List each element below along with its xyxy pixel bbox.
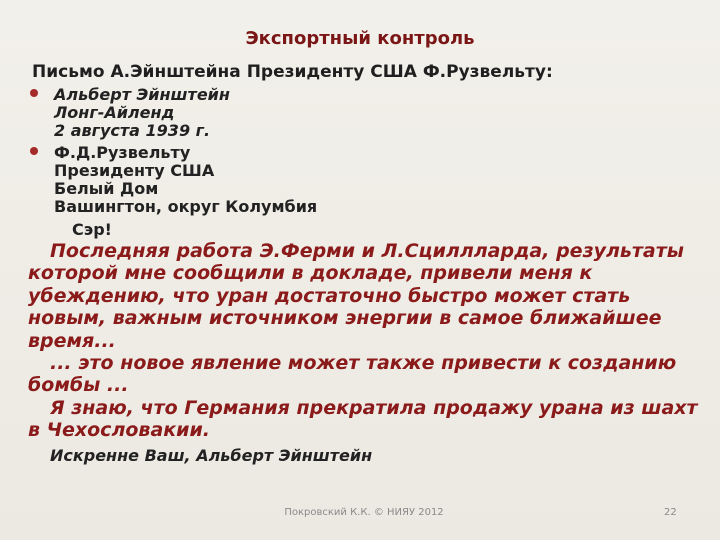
body-paragraph-1: Последняя работа Э.Ферми и Л.Сциллларда, результаты которой мне сообщили в докладе, привели меня к убеждению, что уран достаточно быстро может стать новым, важным источником энергии в самое ближайшее время... bbox=[28, 240, 684, 352]
recipient-building: Белый Дом bbox=[54, 179, 159, 198]
letter-body bbox=[28, 240, 714, 442]
footer-author bbox=[0, 507, 720, 518]
slide-title-text: Экспортный контроль bbox=[245, 28, 475, 49]
sender-block bbox=[30, 86, 690, 140]
address-list bbox=[30, 86, 690, 216]
letter-signoff: Искренне Ваш, Альберт Эйнштейн bbox=[50, 446, 373, 465]
recipient-block bbox=[30, 144, 690, 216]
bullet-icon bbox=[30, 89, 38, 97]
salutation: Сэр! bbox=[72, 220, 112, 239]
footer-author-text: Покровский К.К. © НИЯУ 2012 bbox=[284, 507, 444, 518]
recipient-name: Ф.Д.Рузвельту bbox=[54, 143, 191, 162]
body-paragraph-2: ... это новое явление может также привести к созданию бомбы ... bbox=[28, 352, 677, 397]
recipient-position: Президенту США bbox=[54, 161, 215, 180]
recipient-address: Вашингтон, округ Колумбия bbox=[54, 197, 318, 216]
sender-place: Лонг-Айленд bbox=[54, 103, 175, 122]
page-number: 22 bbox=[664, 507, 677, 518]
sender-date: 2 августа 1939 г. bbox=[54, 121, 211, 140]
slide-title bbox=[0, 28, 720, 49]
sender-name: Альберт Эйнштейн bbox=[54, 85, 230, 104]
bullet-icon bbox=[30, 147, 38, 155]
body-paragraph-3: Я знаю, что Германия прекратила продажу урана из шахт в Чехословакии. bbox=[28, 396, 698, 442]
letter-subtitle: Письмо А.Эйнштейна Президенту США Ф.Рузвельту: bbox=[32, 62, 553, 82]
